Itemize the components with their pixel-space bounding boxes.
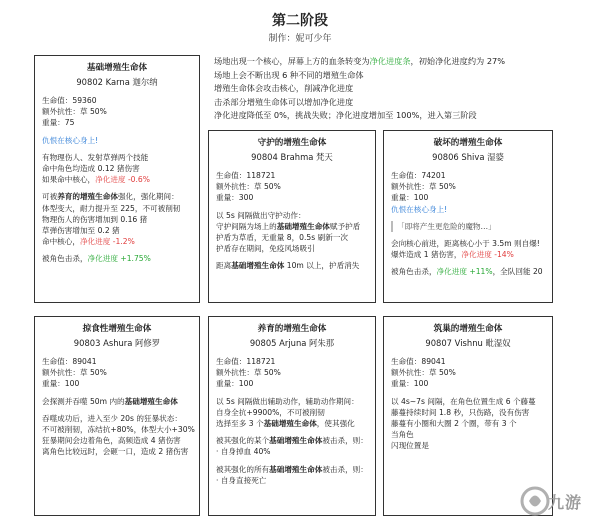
stat-resistance: 额外抗性：草 50% — [216, 368, 281, 378]
stat-hp: 生命值：118721 — [216, 171, 276, 180]
desc-line: 护盾存在期间，免疫风场吸引 — [216, 244, 315, 254]
card-arjuna — [208, 316, 376, 516]
card-ashura — [34, 316, 200, 516]
card-id: 90802 Karna 迦尔纳 — [76, 77, 158, 87]
intro-line-5: 净化进度降低至 0%，挑战失败；净化进度增加至 100%，进入第三阶段 — [214, 110, 477, 120]
stat-weight: 重量：100 — [216, 379, 254, 389]
card-title: 养育的增殖生命体 — [257, 324, 327, 334]
shield-condition: 距离基础增殖生命体 10m 以上，护盾消失 — [216, 261, 360, 271]
card-brahma — [208, 130, 376, 303]
stat-resistance: 额外抗性：草 50% — [391, 182, 456, 192]
stat-hp: 生命值：59360 — [42, 96, 97, 105]
desc-line: 吞噬成功后，进入至少 20s 的狂暴状态： — [42, 413, 182, 423]
card-shiva — [383, 130, 553, 303]
desc-line: 会向核心前进，距离核心小于 3.5m 则自爆! — [391, 239, 540, 249]
card-id: 90807 Vishnu 毗湿奴 — [425, 338, 511, 348]
desc-line: 护盾为草盾，无重量 8，0.5s 刷新一次 — [216, 233, 349, 243]
intro-line-3: 增殖生命体会攻击核心，削减净化进度 — [214, 83, 354, 93]
desc-line: 自身全抗+9900%，不可被削韧 — [216, 407, 325, 417]
desc-line: · 自身直接死亡 — [216, 475, 267, 485]
desc-line: 以 5s 间隔做出辅助动作，辅助动作期间： — [216, 396, 359, 406]
aggro-note: 仇恨在核心身上! — [391, 204, 448, 214]
desc-line: 被其强化的所有基础增殖生命体被击杀，则： — [216, 464, 368, 474]
desc-line: 命中角色均造成 0.12 猪伤害 — [42, 164, 140, 174]
desc-line: 闪现位置是 — [391, 441, 429, 451]
card-title: 筑巢的增殖生命体 — [433, 324, 503, 334]
desc-line: 会探测并吞噬 50m 内的基础增殖生命体 — [42, 396, 178, 406]
stat-resistance: 额外抗性：草 50% — [391, 368, 456, 378]
desc-line: 以 5s 间隔做出守护动作： — [216, 210, 306, 220]
desc-line: 爆炸造成 1 猪伤害，净化进度 -14% — [391, 250, 514, 260]
author-credit: 制作：妮可少年 — [268, 34, 332, 44]
stat-weight: 重量：100 — [42, 379, 80, 389]
desc-line: 藤蔓持续时间 1.8 秒，只伤路，没有伤害 — [391, 407, 530, 417]
desc-line: 藤蔓有小圈和大圈 2 个圈，带有 3 个 — [391, 419, 517, 429]
desc-line: 如果命中核心，净化进度 -0.6% — [42, 175, 150, 185]
card-title: 基础增殖生命体 — [86, 63, 148, 73]
desc-line: 以 4s~7s 间隔，在角色位置生成 6 个藤蔓 — [391, 396, 536, 406]
watermark-text: 九游 — [548, 493, 583, 512]
stat-weight: 重量：300 — [216, 193, 254, 203]
desc-line: 不可被削韧，冻结抗+80%，体型大小+30% — [42, 425, 195, 435]
desc-line: 可被养育的增殖生命体强化，强化期间： — [42, 192, 179, 202]
desc-line: · 自身掉血 40% — [216, 447, 271, 457]
desc-line: 守护间隔为场上的基础增殖生命体赋予护盾 — [216, 221, 361, 231]
stat-resistance: 额外抗性：草 50% — [42, 368, 107, 378]
aggro-note: 仇恨在核心身上! — [42, 135, 99, 145]
intro-line-4: 击杀部分增殖生命体可以增加净化进度 — [214, 96, 354, 107]
desc-line: 被其强化的某个基础增殖生命体被击杀，则： — [216, 436, 368, 446]
stat-resistance: 额外抗性：草 50% — [42, 107, 107, 117]
stat-weight: 重量：75 — [42, 118, 75, 128]
desc-line: 命中核心，净化进度 -1.2% — [42, 237, 135, 247]
intro-line-2: 场地上会不断出现 6 种不同的增殖生命体 — [214, 69, 364, 80]
desc-line: 当角色 — [391, 430, 414, 440]
desc-line: 物理伤人的伤害增加到 0.16 猪 — [42, 214, 148, 224]
card-title: 破坏的增殖生命体 — [433, 138, 503, 148]
desc-line: 选择至多 3 个基础增殖生命体，使其强化 — [216, 419, 355, 429]
stat-weight: 重量：100 — [391, 379, 429, 389]
quote: 「即将产生更危险的魔物…」 — [391, 221, 545, 232]
stat-weight: 重量：100 — [391, 193, 429, 203]
desc-line: 草弹伤害增加至 0.2 猪 — [42, 226, 120, 236]
stat-hp: 生命值：89041 — [391, 357, 446, 366]
stat-hp: 生命值：118721 — [216, 357, 276, 366]
page-title: 第二阶段 — [272, 13, 328, 29]
desc-line: 有物理伤人、发射草弹两个技能 — [42, 152, 149, 162]
desc-line: 体型变大，耐力提升至 225，不可被削韧 — [42, 203, 181, 213]
intro-text — [214, 55, 594, 123]
stat-resistance: 额外抗性：草 50% — [216, 182, 281, 192]
intro-line-1: 场地出现一个核心，屏幕上方的血条转变为净化进度条，初始净化进度约为 27% — [214, 56, 506, 66]
kill-effect: 被角色击杀，净化进度 +11%，全队回能 20 — [391, 267, 543, 277]
card-id: 90806 Shiva 湿婆 — [432, 152, 504, 162]
card-id: 90805 Arjuna 阿朱那 — [249, 338, 335, 348]
desc-line: 狂暴期间会边着角色，高频造成 4 猪伤害 — [42, 436, 181, 446]
kill-effect: 被角色击杀，净化进度 +1.75% — [42, 254, 151, 264]
stat-hp: 生命值：74201 — [391, 171, 446, 180]
card-karna — [34, 55, 200, 303]
stat-hp: 生命值：89041 — [42, 357, 97, 366]
card-id: 90804 Brahma 梵天 — [251, 152, 333, 162]
card-title: 守护的增殖生命体 — [257, 138, 327, 148]
desc-line: 离角色比较远时，会砸一口，造成 2 猪伤害 — [42, 447, 189, 457]
card-title: 掠食性增殖生命体 — [82, 324, 152, 334]
card-id: 90803 Ashura 阿修罗 — [73, 338, 161, 348]
